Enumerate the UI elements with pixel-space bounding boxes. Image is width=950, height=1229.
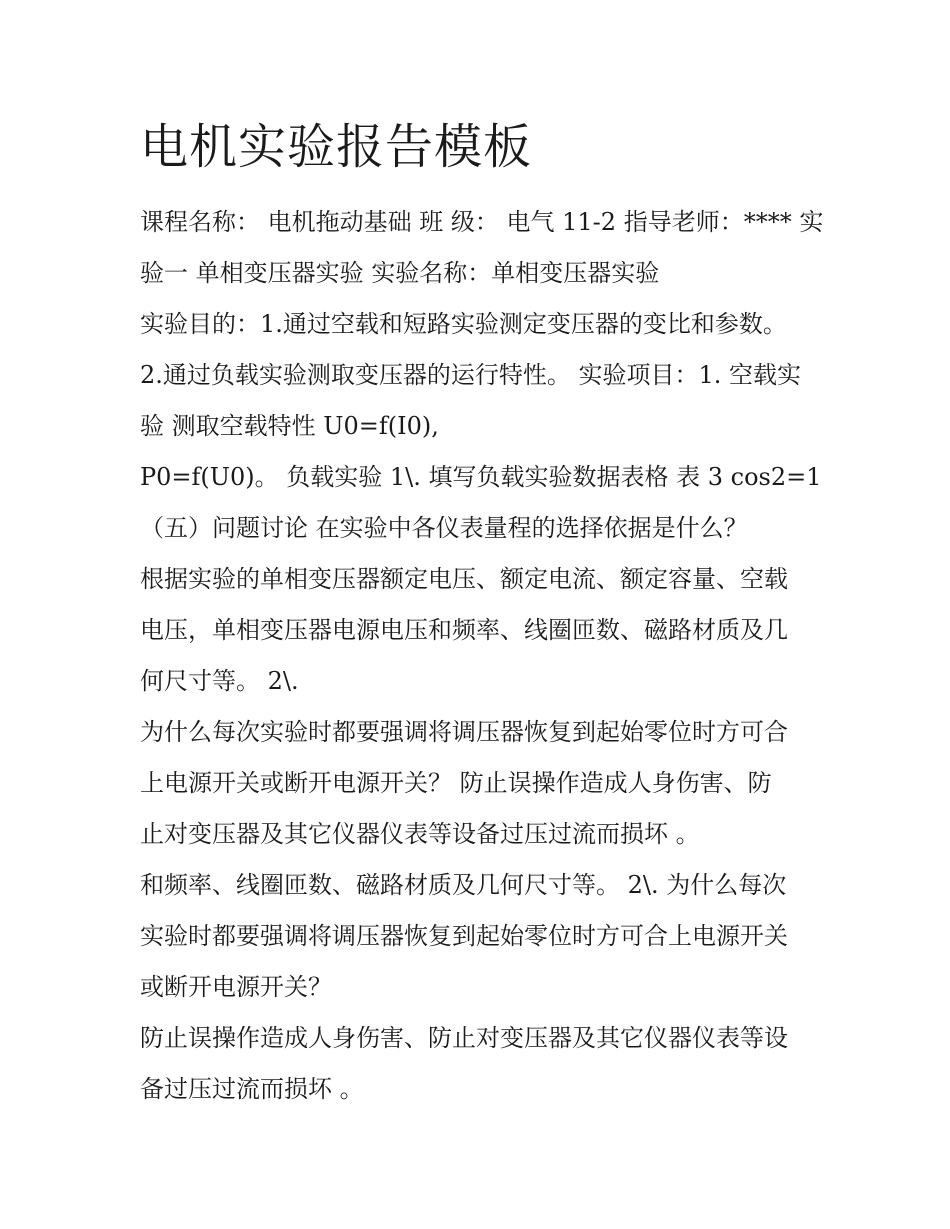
body-line: 实验时都要强调将调压器恢复到起始零位时方可合上电源开关: [140, 922, 788, 950]
body-line: 电压，单相变压器电源电压和频率、线圈匝数、磁路材质及几: [140, 616, 788, 644]
body-line: 根据实验的单相变压器额定电压、额定电流、额定容量、空载: [140, 565, 788, 593]
document-title: 电机实验报告模板: [140, 119, 533, 175]
body-line: 验 测取空载特性 U0=f(I0),: [140, 412, 439, 440]
body-line: 2.通过负载实验测取变压器的运行特性。 实验项目：1. 空载实: [140, 361, 802, 389]
body-line: 或断开电源开关？: [140, 973, 332, 1001]
body-line: 课程名称： 电机拖动基础 班 级： 电气 11-2 指导老师：**** 实: [140, 208, 824, 236]
body-line: （五）问题讨论 在实验中各仪表量程的选择依据是什么？: [140, 514, 748, 542]
body-line: 实验目的：1.通过空载和短路实验测定变压器的变比和参数。: [140, 310, 787, 338]
body-line: 和频率、线圈匝数、磁路材质及几何尺寸等。 2\. 为什么每次: [140, 871, 787, 899]
body-line: 止对变压器及其它仪器仪表等设备过压过流而损坏 。: [140, 820, 700, 848]
body-line: 何尺寸等。 2\.: [140, 667, 299, 695]
body-line: 上电源开关或断开电源开关？ 防止误操作造成人身伤害、防: [140, 769, 772, 797]
body-line: 验一 单相变压器实验 实验名称：单相变压器实验: [140, 259, 660, 287]
body-line: 为什么每次实验时都要强调将调压器恢复到起始零位时方可合: [140, 718, 788, 746]
body-line: 防止误操作造成人身伤害、防止对变压器及其它仪器仪表等设: [140, 1024, 788, 1052]
body-line: P0=f(U0)。 负载实验 1\. 填写负载实验数据表格 表 3 cos2=1: [140, 463, 822, 491]
body-line: 备过压过流而损坏 。: [140, 1075, 364, 1103]
